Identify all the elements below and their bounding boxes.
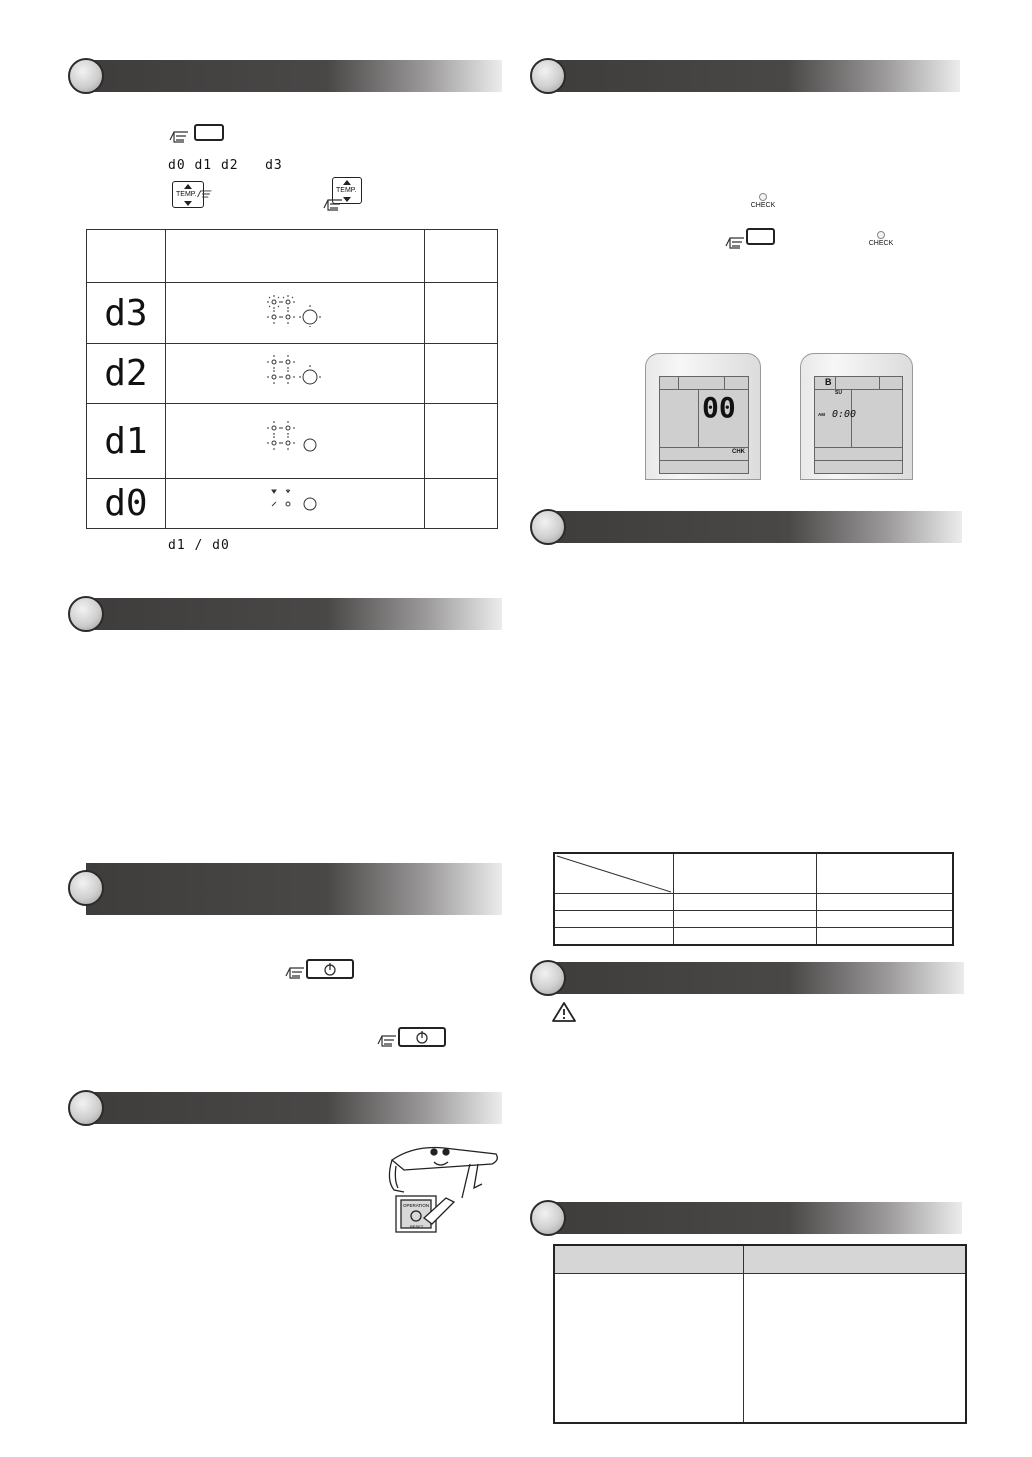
code-d1: d1 (104, 420, 148, 462)
temp-up-arrow-icon (343, 180, 351, 185)
remote-control-left (645, 353, 761, 480)
section-header-circle-4 (68, 1090, 104, 1126)
table-row (554, 893, 953, 910)
table-row (87, 404, 498, 479)
section-header-bar-4 (86, 1092, 502, 1124)
temp-button-label: TEMP. (336, 187, 357, 194)
remote-day: SU (835, 390, 842, 396)
table-header-cell (554, 1245, 744, 1273)
warning-icon (551, 1001, 577, 1023)
diag-codes: d0 d1 d2 (168, 158, 239, 173)
hidden-button[interactable] (746, 228, 775, 245)
code-d0: d0 (104, 483, 148, 524)
temp-button-label: TEMP. (176, 191, 197, 198)
check-led-icon (759, 193, 767, 201)
footer-codes: d1 / d0 (168, 538, 230, 553)
table-diagonal-header (554, 853, 674, 893)
section-header-bar-r2 (548, 511, 962, 543)
remote-chk-indicator: CHK (732, 449, 745, 455)
power-icon (400, 1029, 444, 1045)
check-button[interactable] (868, 231, 894, 247)
reset-label: RESET (410, 1224, 424, 1229)
led-indicator-icon (260, 294, 330, 328)
section-header-circle-1 (68, 58, 104, 94)
troubleshooting-table (553, 1244, 967, 1424)
table-row (554, 910, 953, 927)
led-indicator-icon (260, 354, 330, 388)
remote-screen (814, 376, 903, 474)
section-header-bar-2 (86, 598, 502, 630)
led-indicator-icon (260, 486, 330, 516)
remote-display-value: 00 (702, 391, 736, 424)
check-button[interactable] (750, 193, 776, 209)
table-header-cell (165, 230, 425, 283)
indoor-unit-illustration (384, 1140, 502, 1235)
code-d2: d2 (104, 353, 148, 394)
check-led-icon (877, 231, 885, 239)
table-row (554, 927, 953, 945)
power-button[interactable] (306, 959, 354, 979)
code-d3: d3 (104, 292, 148, 334)
table-header-cell (425, 230, 498, 283)
pointing-hand-icon (168, 128, 194, 144)
settings-table (553, 852, 954, 946)
table-header-cell (674, 853, 817, 893)
remote-letter: B (825, 377, 832, 387)
section-header-circle-3 (68, 870, 104, 906)
temp-down-arrow-icon (184, 201, 192, 206)
table-header-cell (817, 853, 954, 893)
table-row (87, 344, 498, 404)
power-button[interactable] (398, 1027, 446, 1047)
pointing-hand-icon (322, 196, 348, 212)
section-header-bar-r4 (548, 1202, 962, 1234)
section-header-circle-2 (68, 596, 104, 632)
section-header-circle-r1 (530, 58, 566, 94)
temp-up-arrow-icon (184, 184, 192, 189)
table-row (87, 479, 498, 529)
remote-screen (659, 376, 749, 474)
section-header-circle-r3 (530, 960, 566, 996)
diag-codes-last: d3 (265, 158, 283, 173)
remote-am: AM (818, 412, 825, 417)
table-row (554, 1273, 966, 1423)
section-header-bar-r3 (548, 962, 964, 994)
remote-time: 0:00 (832, 409, 857, 420)
power-icon (308, 961, 352, 977)
table-row (87, 283, 498, 344)
section-header-bar-1 (86, 60, 502, 92)
section-header-bar-r1 (548, 60, 960, 92)
table-header-cell (87, 230, 166, 283)
operation-label: OPERATION (403, 1203, 430, 1208)
section-header-circle-r2 (530, 509, 566, 545)
pointing-hand-icon (196, 186, 216, 202)
check-button-label: CHECK (750, 202, 776, 209)
remote-control-right (800, 353, 913, 480)
diag-codes-inline (168, 158, 283, 173)
hidden-button[interactable] (194, 124, 224, 141)
dimmer-table (86, 229, 498, 529)
check-button-label: CHECK (868, 240, 894, 247)
section-header-bar-3 (86, 863, 502, 915)
table-header-cell (744, 1245, 967, 1273)
led-indicator-icon (260, 420, 330, 458)
section-header-circle-r4 (530, 1200, 566, 1236)
